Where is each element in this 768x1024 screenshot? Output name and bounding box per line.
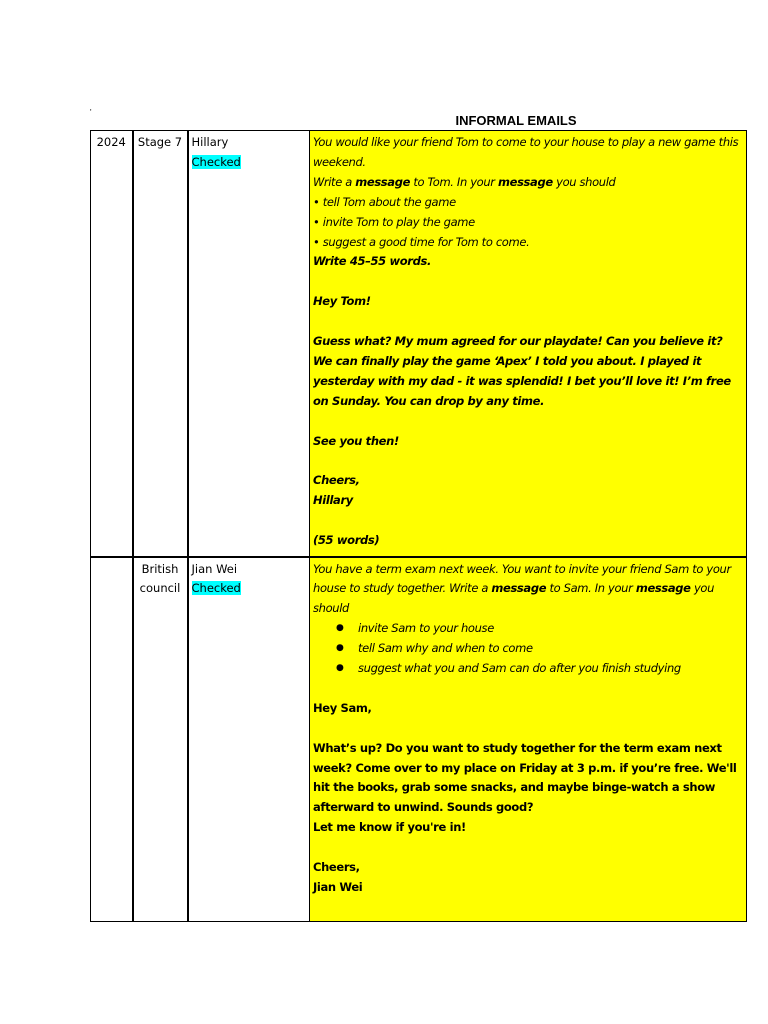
prompt-bullets	[313, 619, 743, 679]
prompt-bullet: • invite Tom to play the game	[313, 214, 475, 229]
answer-signature: Jian Wei	[313, 879, 363, 894]
task-cell	[310, 557, 747, 922]
word-count: (55 words)	[313, 533, 380, 548]
answer-signoff: Cheers,	[313, 860, 360, 875]
student-cell	[188, 131, 310, 557]
answer-body: Guess what? My mum agreed for our playdate! Can you believe it? We can finally play the game ‘Apex’ I told you about. I played it yesterday with my dad - it was splendid! I bet you’ll love it! I’m free on Sunday. You can drop by any time.	[313, 334, 731, 408]
prompt-bullet: • suggest a good time for Tom to come.	[313, 234, 530, 249]
table-row	[91, 557, 747, 922]
student-name: Jian Wei	[191, 561, 238, 576]
page-title: INFORMAL EMAILS	[455, 113, 577, 128]
task-cell	[310, 131, 747, 557]
table-row	[91, 131, 747, 557]
prompt-bullet: ● invite Sam to your house	[336, 619, 743, 639]
answer-signature: Hillary	[313, 493, 353, 508]
page-mark: '	[90, 108, 92, 117]
checked-badge: Checked	[191, 581, 241, 596]
prompt-intro: You would like your friend Tom to come to your house to play a new game this weekend.	[313, 135, 739, 169]
emails-table	[90, 130, 747, 922]
prompt-bullet: ● suggest what you and Sam can do after you finish studying	[336, 659, 743, 679]
answer-line: Let me know if you're in!	[313, 820, 466, 835]
checked-badge: Checked	[191, 154, 241, 169]
year-cell	[91, 557, 133, 922]
word-limit: Write 45–55 words.	[313, 254, 432, 269]
year-cell: 2024	[91, 131, 133, 557]
answer-greeting: Hey Tom!	[313, 294, 371, 309]
answer-body: What’s up? Do you want to study together for the term exam next week? Come over to my place on Friday at 3 p.m. if you’re free. We'll hit the books, grab some snacks, and maybe binge-watch a show afterward to unwind. Sounds good?	[313, 740, 737, 815]
prompt-instruction: Write a message to Tom. In your message you should	[313, 174, 616, 189]
answer-signoff: Cheers,	[313, 473, 360, 488]
answer-greeting: Hey Sam,	[313, 700, 372, 715]
prompt-intro: You have a term exam next week. You want to invite your friend Sam to your house to study together. Write a message to Sam. In your message you should	[313, 561, 731, 616]
student-cell	[188, 557, 310, 922]
answer-closing: See you then!	[313, 433, 399, 448]
student-name: Hillary	[191, 135, 229, 149]
stage-cell: British council	[133, 557, 188, 922]
prompt-bullet: ● tell Sam why and when to come	[336, 639, 743, 659]
prompt-bullet: • tell Tom about the game	[313, 194, 456, 209]
stage-cell: Stage 7	[133, 131, 188, 557]
